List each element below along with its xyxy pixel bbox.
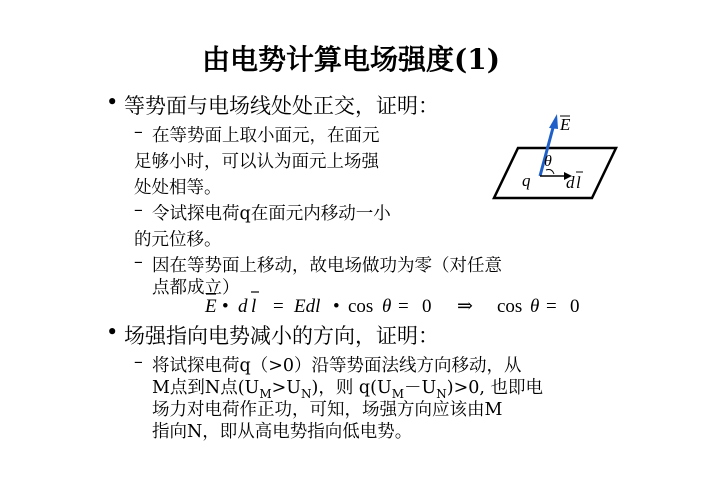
eq-equals: =: [398, 296, 409, 317]
sub-4-line-4: 指向N，即从高电势指向低电势。: [152, 422, 413, 442]
eq-d: d: [238, 296, 248, 317]
dash-marker: –: [134, 352, 143, 372]
eq-zero: 0: [570, 296, 580, 317]
sub-2-line-1: 令试探电荷q在面元内移动一小: [152, 204, 391, 224]
eq-theta: θ: [530, 296, 540, 317]
eq-E: E: [205, 296, 217, 317]
bullet-2-text: 场强指向电势减小的方向，证明：: [124, 324, 439, 348]
eq-cos: cos: [348, 296, 374, 317]
theta-label: θ: [544, 153, 552, 170]
sub-4-line-2: M点到N点$(U_M>U_N)$，则 $q(U_M-U_N)>0$, 也即电: [152, 378, 543, 401]
surface-element: [494, 148, 616, 198]
eq-dot: •: [222, 296, 229, 317]
sub-1-line-2: 足够小时，可以认为面元上场强: [134, 152, 379, 172]
sub-1-line-3: 处处相等。: [134, 178, 222, 198]
eq-Edl: Edl: [294, 296, 321, 317]
bullet-marker: •: [106, 320, 119, 344]
q-label: q: [522, 171, 531, 190]
e-label: E: [560, 115, 571, 134]
l-label: l: [576, 173, 581, 192]
eq-cos: cos: [497, 296, 523, 317]
eq-dot: •: [333, 296, 340, 317]
eq-zero: 0: [422, 296, 432, 317]
sub-4-line-3: 场力对电荷作正功，可知，场强方向应该由M: [152, 400, 503, 420]
sub-2-line-2: 的元位移。: [134, 230, 222, 250]
eq-implies: ⇒: [457, 296, 473, 317]
bullet-marker: •: [106, 90, 119, 114]
bullet-1-text: 等势面与电场线处处正交，证明：: [124, 94, 439, 118]
dash-marker: –: [134, 252, 143, 272]
sub-4-line-1: 将试探电荷q（>0）沿等势面法线方向移动，从: [152, 356, 522, 376]
dash-marker: –: [134, 122, 143, 142]
eq-l: l: [251, 296, 257, 317]
eq-theta: θ: [382, 296, 392, 317]
dash-marker: –: [134, 200, 143, 220]
eq-equals: =: [273, 296, 284, 317]
d-label: d: [566, 173, 575, 192]
sub-3-line-1: 因在等势面上移动，故电场做功为零（对任意: [152, 256, 502, 276]
equipotential-diagram: [480, 108, 630, 208]
sub-3-line-2: 点都成立）: [152, 278, 240, 298]
angle-arc: [546, 170, 554, 175]
eq-equals: =: [546, 296, 557, 317]
page-title: 由电势计算电场强度(1): [202, 43, 500, 76]
field-arrowhead: [549, 114, 558, 129]
sub-1-line-1: 在等势面上取小面元，在面元: [152, 126, 380, 146]
